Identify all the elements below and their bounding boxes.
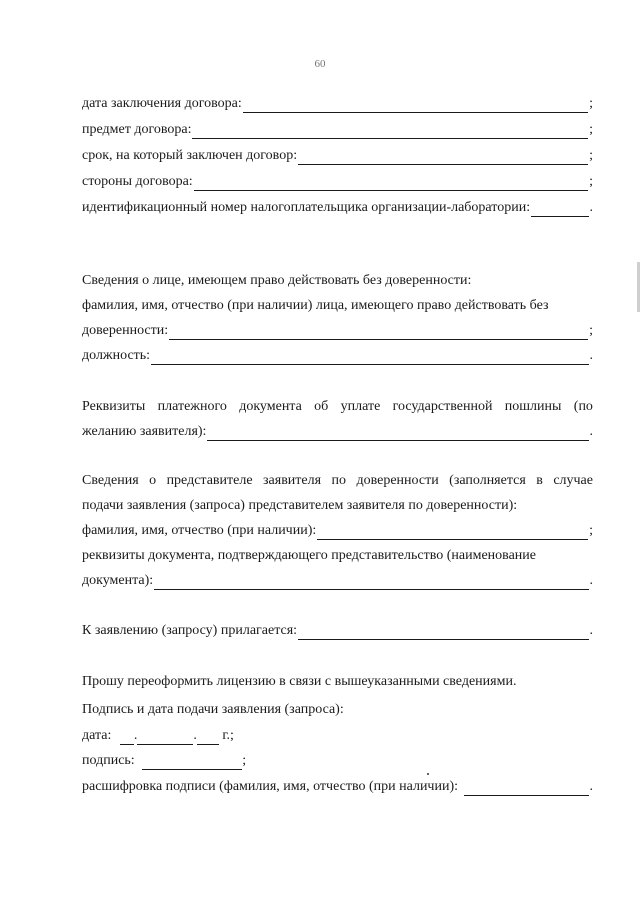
signature-decode-row: расшифровка подписи (фамилия, имя, отчество (при наличии): . bbox=[82, 779, 593, 794]
attachment-label: К заявлению (запросу) прилагается: bbox=[82, 623, 298, 638]
date-label: дата: bbox=[82, 728, 112, 743]
date-day-field[interactable] bbox=[120, 731, 134, 745]
authorized-position-field[interactable] bbox=[151, 351, 588, 365]
contract-term-label: срок, на который заключен договор: bbox=[82, 148, 298, 163]
signature-label: подпись: bbox=[82, 753, 135, 768]
representative-doc-line1: реквизиты документа, подтверждающего представительство (наименование bbox=[82, 548, 536, 563]
representative-name-row: фамилия, имя, отчество (при наличии): ; bbox=[82, 523, 593, 538]
authorized-position-label: должность: bbox=[82, 348, 151, 363]
signature-row: подпись: ; bbox=[82, 753, 247, 768]
signature-heading: Подпись и дата подачи заявления (запроса): bbox=[82, 702, 344, 717]
authorized-heading: Сведения о лице, имеющем право действовать без доверенности: bbox=[82, 273, 472, 288]
date-year-suffix: г.; bbox=[222, 728, 234, 743]
authorized-name-row: доверенности: ; bbox=[82, 323, 593, 338]
date-month-field[interactable] bbox=[137, 731, 193, 745]
payment-label: желанию заявителя): bbox=[82, 424, 207, 439]
contract-term-field[interactable] bbox=[298, 151, 588, 165]
representative-doc-row: документа): . bbox=[82, 573, 593, 588]
contract-date-field[interactable] bbox=[243, 99, 588, 113]
inn-field[interactable] bbox=[531, 203, 588, 217]
authorized-name-field[interactable] bbox=[169, 326, 588, 340]
attachment-row: К заявлению (запросу) прилагается: . bbox=[82, 623, 593, 638]
contract-date-label: дата заключения договора: bbox=[82, 96, 242, 111]
page-number: 60 bbox=[314, 58, 326, 70]
contract-parties-row: стороны договора: ; bbox=[82, 174, 593, 189]
attachment-field[interactable] bbox=[298, 626, 588, 640]
contract-date-row: дата заключения договора: ; bbox=[82, 96, 593, 111]
request-text: Прошу переоформить лицензию в связи с вышеуказанными сведениями. bbox=[82, 674, 517, 689]
payment-line1: Реквизиты платежного документа об уплате государственной пошлины (по bbox=[82, 399, 593, 414]
authorized-name-line1: фамилия, имя, отчество (при наличии) лица, имеющего право действовать без bbox=[82, 298, 549, 313]
contract-subject-field[interactable] bbox=[192, 125, 588, 139]
representative-name-field[interactable] bbox=[317, 526, 588, 540]
representative-line2: подачи заявления (запроса) представителем заявителя по доверенности): bbox=[82, 498, 518, 513]
representative-name-label: фамилия, имя, отчество (при наличии): bbox=[82, 523, 317, 538]
contract-subject-row: предмет договора: ; bbox=[82, 122, 593, 137]
payment-row: желанию заявителя): . bbox=[82, 424, 593, 439]
stray-mark bbox=[427, 773, 429, 775]
authorized-name-label: доверенности: bbox=[82, 323, 169, 338]
representative-doc-label: документа): bbox=[82, 573, 154, 588]
contract-parties-field[interactable] bbox=[194, 177, 588, 191]
signature-field[interactable] bbox=[142, 756, 242, 770]
payment-field[interactable] bbox=[207, 427, 588, 441]
contract-term-row: срок, на который заключен договор: ; bbox=[82, 148, 593, 163]
contract-subject-label: предмет договора: bbox=[82, 122, 192, 137]
inn-row: идентификационный номер налогоплательщика организации-лаборатории: . bbox=[82, 200, 593, 215]
representative-line1: Сведения о представителе заявителя по доверенности (заполняется в случае bbox=[82, 473, 593, 488]
representative-doc-field[interactable] bbox=[154, 576, 588, 590]
authorized-position-row: должность: . bbox=[82, 348, 593, 363]
contract-parties-label: стороны договора: bbox=[82, 174, 193, 189]
date-row: дата: . . г.; bbox=[82, 728, 234, 743]
date-year-field[interactable] bbox=[197, 731, 219, 745]
signature-decode-field[interactable] bbox=[464, 782, 588, 796]
signature-decode-label: расшифровка подписи (фамилия, имя, отчество (при наличии): bbox=[82, 779, 459, 794]
inn-label: идентификационный номер налогоплательщика организации-лаборатории: bbox=[82, 200, 531, 215]
